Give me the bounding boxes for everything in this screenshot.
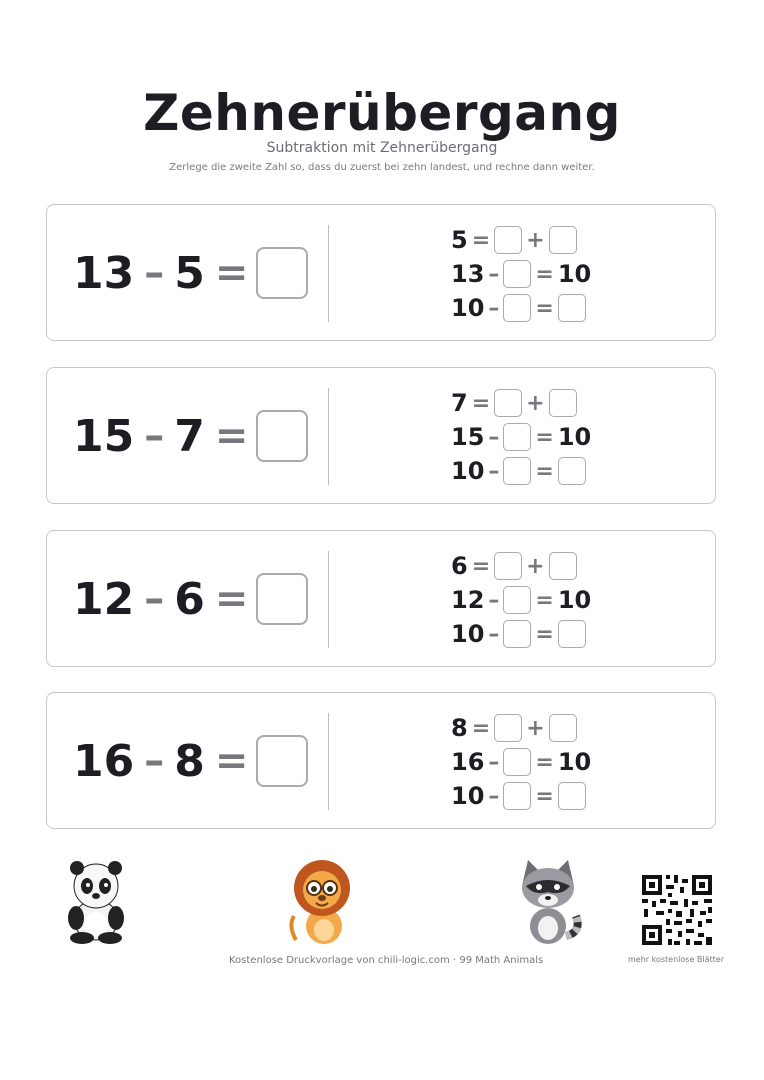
result-box[interactable] [558, 620, 586, 648]
answer-box[interactable] [256, 735, 308, 787]
card-divider [328, 225, 329, 322]
rest-box[interactable] [503, 294, 531, 322]
answer-box[interactable] [256, 410, 308, 462]
step-minuend: 13 [451, 260, 485, 288]
decomposition-steps [451, 711, 691, 813]
split-box-2[interactable] [549, 389, 577, 417]
equals-sign: = [214, 250, 249, 296]
main-equation [73, 408, 308, 464]
step-to-ten [451, 420, 691, 454]
step-to-ten [451, 745, 691, 779]
ten-value: 10 [557, 423, 592, 451]
lion-icon [286, 856, 360, 948]
equals-sign: = [535, 749, 554, 775]
equals-sign: = [471, 227, 491, 253]
step-split [451, 711, 691, 745]
raccoon-icon [512, 856, 584, 948]
subtrahend: 6 [174, 573, 205, 625]
step-minuend: 12 [451, 586, 485, 614]
equals-sign: = [471, 553, 491, 579]
plus-sign: + [526, 227, 545, 253]
equals-sign: = [214, 576, 249, 622]
decomposition-steps [451, 549, 691, 651]
page-title: Zehnerübergang [143, 84, 621, 142]
split-number: 5 [451, 226, 468, 254]
equals-sign: = [535, 621, 554, 647]
rest-box[interactable] [503, 620, 531, 648]
ten-value: 10 [451, 620, 485, 648]
to-ten-box[interactable] [503, 260, 531, 288]
problem-card-1 [46, 204, 716, 341]
step-minuend: 16 [451, 748, 485, 776]
card-divider [328, 713, 329, 810]
split-box-1[interactable] [494, 714, 522, 742]
qr-code-icon[interactable] [640, 873, 714, 947]
equals-sign: = [214, 413, 249, 459]
equals-sign: = [535, 783, 554, 809]
decomposition-steps [451, 386, 691, 488]
equals-sign: = [471, 715, 491, 741]
panda-icon [60, 858, 132, 944]
minus-sign: – [488, 621, 500, 647]
step-minuend: 15 [451, 423, 485, 451]
step-to-ten [451, 257, 691, 291]
minus-sign: – [488, 261, 500, 287]
result-box[interactable] [558, 457, 586, 485]
instruction-text: Zerlege die zweite Zahl so, dass du zuerst bei zehn landest, und rechne dann weiter. [169, 162, 595, 173]
minus-sign: – [488, 295, 500, 321]
split-box-2[interactable] [549, 552, 577, 580]
subtrahend: 5 [174, 247, 205, 299]
page-subtitle: Subtraktion mit Zehnerübergang [266, 140, 498, 156]
minuend: 15 [73, 410, 135, 462]
equals-sign: = [535, 587, 554, 613]
ten-value: 10 [557, 748, 592, 776]
equals-sign: = [535, 424, 554, 450]
subtrahend: 8 [174, 735, 205, 787]
main-equation [73, 571, 308, 627]
plus-sign: + [526, 553, 545, 579]
split-box-1[interactable] [494, 226, 522, 254]
footer-credit: Kostenlose Druckvorlage von chili-logic.com · 99 Math Animals [229, 955, 544, 966]
ten-value: 10 [557, 260, 592, 288]
card-divider [328, 388, 329, 485]
minuend: 16 [73, 735, 135, 787]
to-ten-box[interactable] [503, 423, 531, 451]
split-number: 7 [451, 389, 468, 417]
split-box-1[interactable] [494, 552, 522, 580]
problem-card-2 [46, 367, 716, 504]
ten-value: 10 [451, 457, 485, 485]
to-ten-box[interactable] [503, 748, 531, 776]
equals-sign: = [535, 295, 554, 321]
rest-box[interactable] [503, 782, 531, 810]
result-box[interactable] [558, 294, 586, 322]
to-ten-box[interactable] [503, 586, 531, 614]
ten-value: 10 [451, 294, 485, 322]
problem-card-4 [46, 692, 716, 829]
equals-sign: = [535, 261, 554, 287]
equals-sign: = [471, 390, 491, 416]
main-equation [73, 245, 308, 301]
step-from-ten [451, 617, 691, 651]
plus-sign: + [526, 390, 545, 416]
minus-sign: – [144, 576, 165, 622]
equals-sign: = [214, 738, 249, 784]
step-from-ten [451, 779, 691, 813]
step-from-ten [451, 291, 691, 325]
minus-sign: – [488, 424, 500, 450]
split-box-2[interactable] [549, 226, 577, 254]
answer-box[interactable] [256, 573, 308, 625]
step-to-ten [451, 583, 691, 617]
card-divider [328, 551, 329, 648]
minus-sign: – [488, 783, 500, 809]
minus-sign: – [144, 738, 165, 784]
main-equation [73, 733, 308, 789]
minus-sign: – [488, 587, 500, 613]
split-box-2[interactable] [549, 714, 577, 742]
minus-sign: – [144, 413, 165, 459]
ten-value: 10 [451, 782, 485, 810]
minus-sign: – [488, 458, 500, 484]
minus-sign: – [144, 250, 165, 296]
step-split [451, 549, 691, 583]
plus-sign: + [526, 715, 545, 741]
qr-caption: mehr kostenlose Blätter [628, 955, 725, 964]
step-split [451, 386, 691, 420]
minuend: 13 [73, 247, 135, 299]
result-box[interactable] [558, 782, 586, 810]
ten-value: 10 [557, 586, 592, 614]
problem-card-3 [46, 530, 716, 667]
split-number: 6 [451, 552, 468, 580]
rest-box[interactable] [503, 457, 531, 485]
split-number: 8 [451, 714, 468, 742]
answer-box[interactable] [256, 247, 308, 299]
step-split [451, 223, 691, 257]
decomposition-steps [451, 223, 691, 325]
step-from-ten [451, 454, 691, 488]
minus-sign: – [488, 749, 500, 775]
split-box-1[interactable] [494, 389, 522, 417]
equals-sign: = [535, 458, 554, 484]
subtrahend: 7 [174, 410, 205, 462]
minuend: 12 [73, 573, 135, 625]
